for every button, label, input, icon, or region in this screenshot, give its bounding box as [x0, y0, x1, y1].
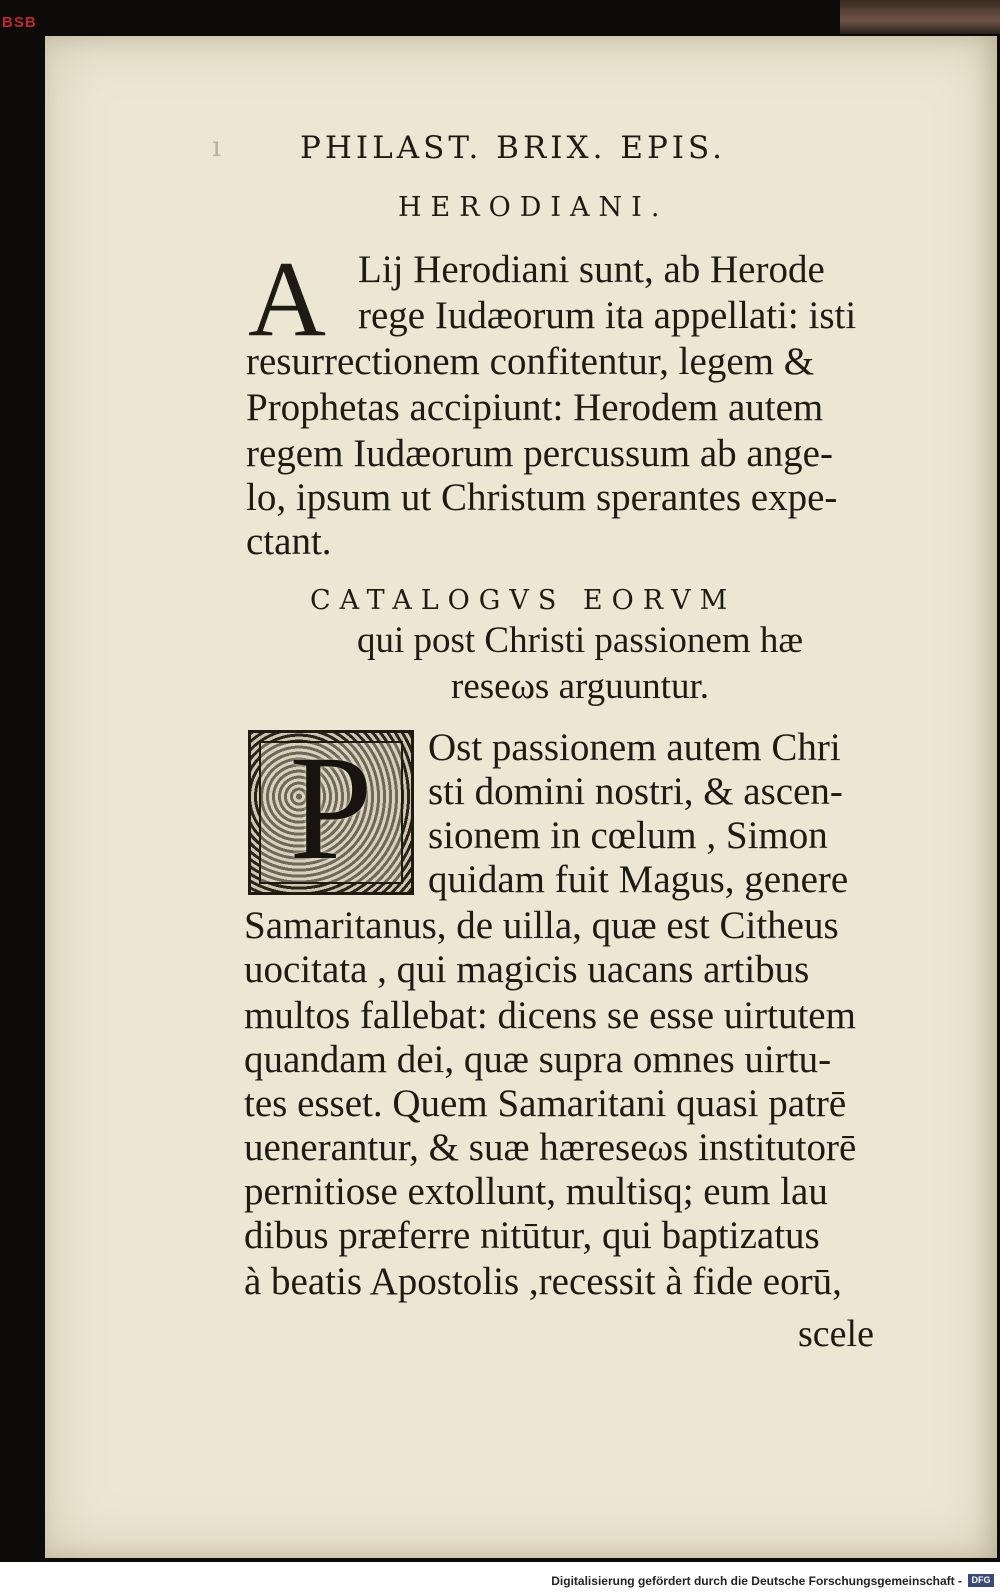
text-line: Lij Herodiani sunt, ab Herode — [358, 248, 825, 291]
text-line: ctant. — [246, 520, 332, 563]
text-line: multos fallebat: dicens se esse uirtutem — [244, 994, 856, 1037]
dfg-logo: DFG — [968, 1574, 994, 1587]
running-head: PHILAST. BRIX. EPIS. — [300, 130, 727, 166]
text-line: lo, ipsum ut Christum sperantes expe- — [246, 476, 838, 519]
text-line: sionem in cœlum , Simon — [428, 814, 828, 857]
stray-ink-mark: ı — [212, 130, 221, 163]
text-line: Samaritanus, de uilla, quæ est Citheus — [244, 904, 839, 947]
text-line: quidam fuit Magus, genere — [428, 858, 849, 901]
decorated-initial-p — [248, 725, 414, 895]
drop-cap-a: A — [248, 240, 326, 359]
text-line: dibus præferre nitūtur, qui baptizatus — [244, 1214, 820, 1257]
section-heading-herodiani: HERODIANI. — [398, 192, 669, 223]
text-line: rege Iudæorum ita appellati: isti — [358, 294, 857, 337]
initial-letter: P — [289, 725, 373, 891]
subheading-line: reseωs arguuntur. — [451, 666, 709, 707]
text-line: regem Iudæorum percussum ab ange- — [246, 432, 833, 475]
text-line: resurrectionem confitentur, legem & — [246, 340, 815, 383]
book-edge-strip — [840, 0, 1000, 34]
text-line: uocitata , qui magicis uacans artibus — [244, 948, 810, 991]
text-line: pernitiose extollunt, multisq; eum lau — [244, 1170, 828, 1213]
text-line: sti domini nostri, & ascen- — [428, 770, 843, 813]
library-logo: BSB — [2, 14, 37, 31]
text-line: uenerantur, & suæ hæreseωs institutorē — [244, 1126, 857, 1169]
subheading-line: qui post Christi passionem hæ — [356, 620, 804, 661]
text-line: Ost passionem autem Chri — [428, 726, 841, 769]
digitization-footer — [0, 1562, 1000, 1596]
funding-notice: Digitalisierung gefördert durch die Deutsche Forschungsgemeinschaft - — [551, 1574, 962, 1588]
text-line: tes esset. Quem Samaritani quasi patrē — [244, 1082, 847, 1125]
text-line: Prophetas accipiunt: Herodem autem — [246, 386, 824, 429]
text-line: quandam dei, quæ supra omnes uirtu- — [244, 1038, 832, 1081]
section-heading-catalogus: CATALOGVS EORVM — [310, 585, 737, 616]
catchword: scele — [798, 1313, 874, 1355]
text-line: à beatis Apostolis ,recessit à fide eorū, — [244, 1260, 842, 1303]
